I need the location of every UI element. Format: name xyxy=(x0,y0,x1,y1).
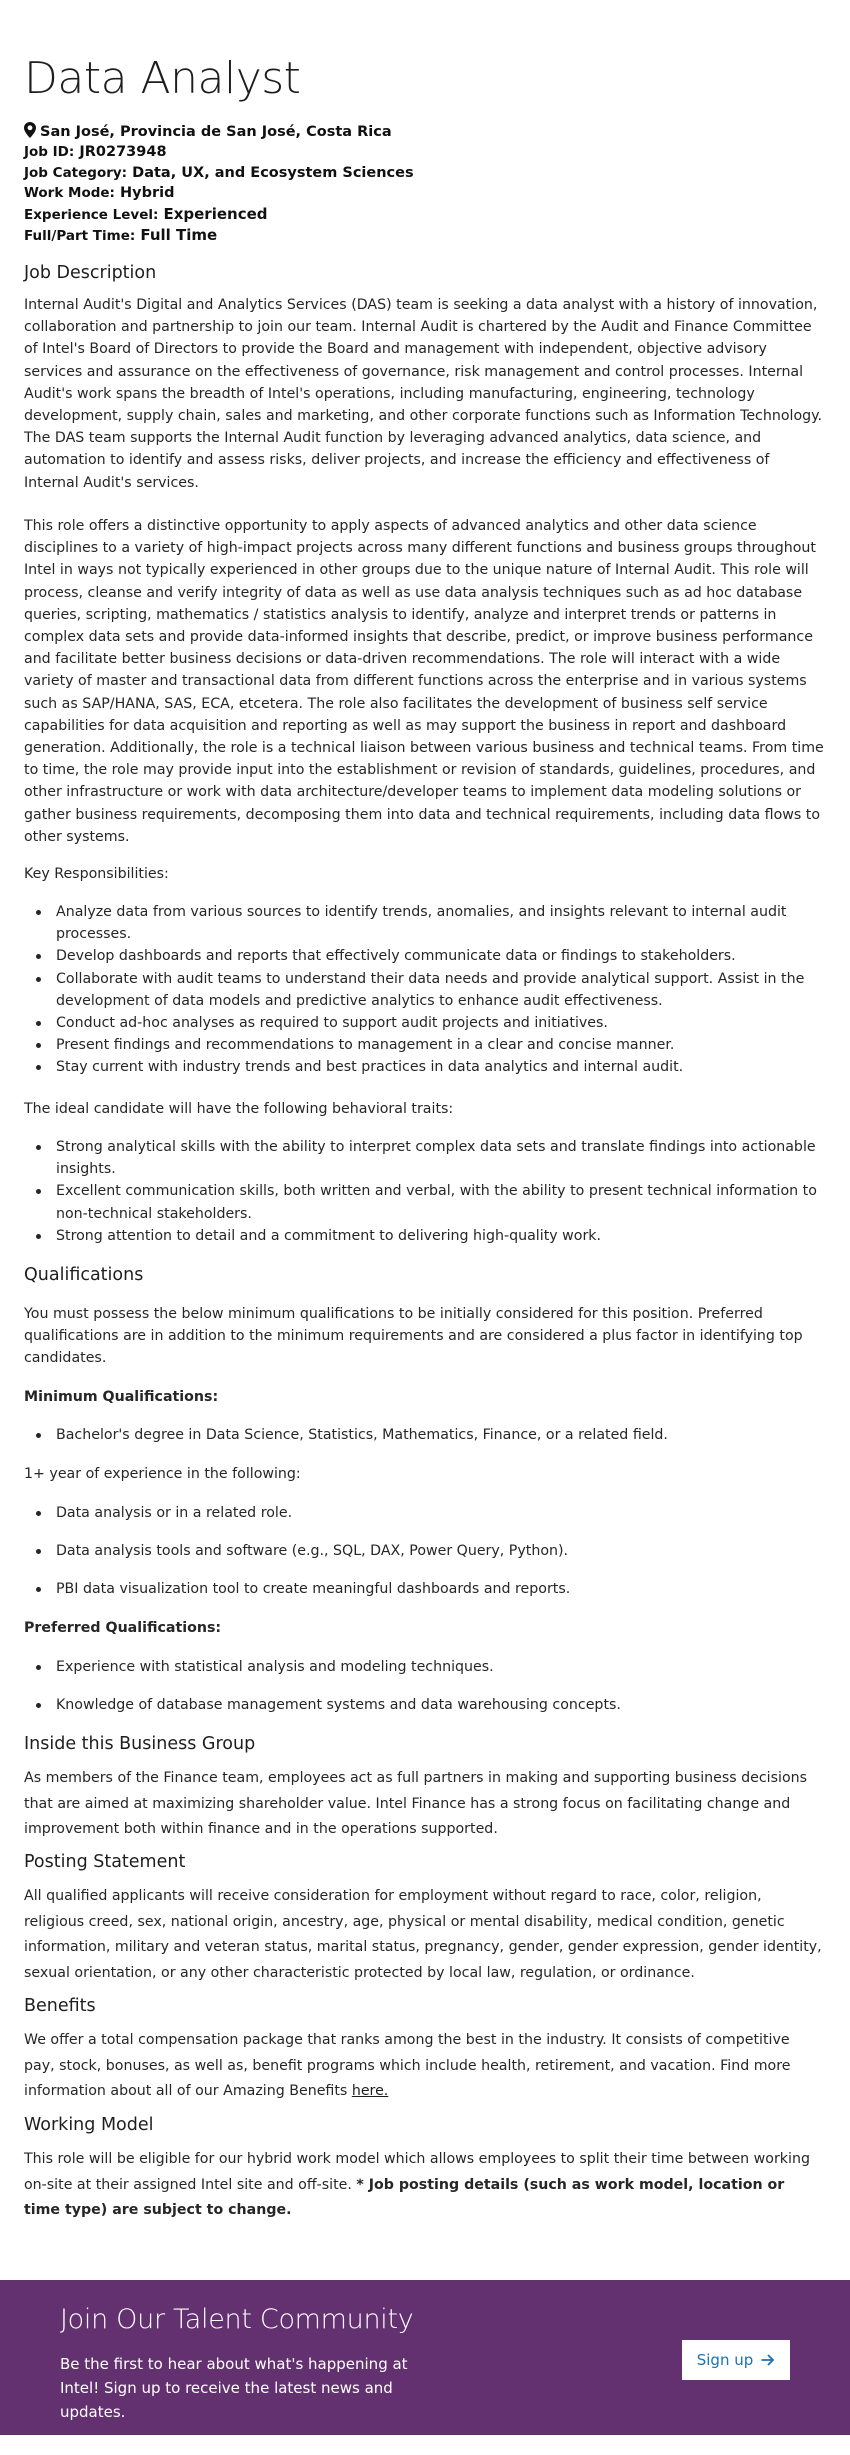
location-pin-icon xyxy=(24,122,36,138)
talent-community-banner xyxy=(0,2280,850,2435)
list-item: Data analysis or in a related role. xyxy=(24,1502,824,1524)
list-item: Data analysis tools and software (e.g., SQL, DAX, Power Query, Python). xyxy=(24,1540,824,1562)
job-meta xyxy=(24,122,824,246)
job-category xyxy=(24,163,824,183)
posting-statement-text: All qualified applicants will receive consideration for employment without regard to race, color, religion, religious creed, sex, national origin, ancestry, age, physical or mental disability, medical condition, genetic information, military and veteran status, marital status, pregnancy, gender, gender expression, gender identity, sexual orientation, or any other characteristic protected by local law, regulation, or ordinance. xyxy=(24,1888,822,1981)
job-location xyxy=(24,122,824,142)
list-item: Analyze data from various sources to identify trends, anomalies, and insights relevant to internal audit processes. xyxy=(24,901,824,945)
list-item: Strong attention to detail and a commitment to delivering high-quality work. xyxy=(24,1225,824,1247)
job-description-heading-block xyxy=(24,262,824,284)
description-paragraph-1: Internal Audit's Digital and Analytics Services (DAS) team is seeking a data analyst with a history of innovation, collaboration and partnership to join our team. Internal Audit is chartered by the Audit and Finance Committee of Intel's Board of Directors to provide the Board and management with independent, objective advisory services and assurance on the effectiveness of governance, risk management and control processes. Internal Audit's work spans the breadth of Intel's operations, including manufacturing, engineering, technology development, supply chain, sales and marketing, and other corporate functions such as Information Technology. The DAS team supports the Internal Audit function by leveraging advanced analytics, data science, and automation to identify and assess risks, deliver projects, and increase the efficiency and effectiveness of Internal Audit's services. xyxy=(24,297,823,491)
job-category-value: Data, UX, and Ecosystem Sciences xyxy=(132,164,414,181)
qualifications-intro: You must possess the below minimum qualifications to be initially considered for this position. Preferred qualifications are in addition to the minimum requirements and are considered a plus factor in identifying top candidates. xyxy=(24,1306,803,1367)
list-item: Stay current with industry trends and best practices in data analytics and internal audit. xyxy=(24,1056,824,1078)
description-paragraph-2: This role offers a distinctive opportunity to apply aspects of advanced analytics and other data science disciplines to a variety of high-impact projects across many different functions and business groups throughout Intel in ways not typically experienced in other groups due to the unique nature of Internal Audit. This role will process, cleanse and verify integrity of data as well as use data analysis techniques such as ad hoc database queries, scripting, mathematics / statistics analysis to identify, analyze and interpret trends or patterns in complex data sets and provide data-informed insights that describe, predict, or improve business performance and facilitate better business decisions or data-driven recommendations. The role will interact with a wide variety of master and transactional data from different functions across the enterprise and in various systems such as SAP/HANA, SAS, ECA, etcetera. The role also facilitates the development of business self service capabilities for data acquisition and reporting as well as may support the business in report and dashboard generation. Additionally, the role is a technical liaison between various business and technical teams. From time to time, the role may provide input into the establishment or revision of standards, guidelines, procedures, and other infrastructure or work with data architecture/developer teams to implement data modeling solutions or gather business requirements, decomposing them into data and technical requirements, including data flows to other systems. xyxy=(24,518,824,845)
page-title: Data Analyst xyxy=(24,53,301,104)
experience-level-value: Experienced xyxy=(163,204,268,223)
job-id-value: JR0273948 xyxy=(79,144,167,161)
business-group-heading: Inside this Business Group xyxy=(24,1734,256,1754)
work-mode-label: Work Mode: xyxy=(24,185,115,202)
traits-heading: The ideal candidate will have the following behavioral traits: xyxy=(24,1101,454,1117)
responsibilities-list xyxy=(24,901,824,1079)
talent-community-description: Be the first to hear about what's happening at Intel! Sign up to receive the latest news and updates. xyxy=(60,2355,408,2421)
minimum-qualifications-heading: Minimum Qualifications: xyxy=(24,1389,219,1405)
experience-heading: 1+ year of experience in the following: xyxy=(24,1466,301,1482)
benefits-body: We offer a total compensation package that ranks among the best in the industry. It consists of competitive pay, stock, bonuses, as well as, benefit programs which include health, retirement, and vacation. Find more information about all of our Amazing Benefits xyxy=(24,2032,791,2099)
full-part-time-label: Full/Part Time: xyxy=(24,228,136,245)
experience-level xyxy=(24,204,824,225)
working-model-text xyxy=(24,2147,824,2224)
list-item: Knowledge of database management systems and data warehousing concepts. xyxy=(24,1694,824,1716)
list-item: Develop dashboards and reports that effectively communicate data or findings to stakeholders. xyxy=(24,945,824,967)
business-group-text: As members of the Finance team, employees act as full partners in making and supporting business decisions that are aimed at maximizing shareholder value. Intel Finance has a strong focus on facilitating change and improvement both within finance and in the operations supported. xyxy=(24,1770,808,1837)
benefits-link[interactable]: here. xyxy=(351,2083,389,2099)
work-mode-value: Hybrid xyxy=(120,185,175,202)
key-responsibilities-heading: Key Responsibilities: xyxy=(24,866,169,882)
list-item: Experience with statistical analysis and modeling techniques. xyxy=(24,1656,824,1678)
working-model-body: This role will be eligible for our hybrid work model which allows employees to split their time between working on-site at their assigned Intel site and off-site. xyxy=(24,2151,810,2193)
posting-statement-heading: Posting Statement xyxy=(24,1852,186,1872)
list-item: Strong analytical skills with the ability to interpret complex data sets and translate findings into actionable insights. xyxy=(24,1136,824,1180)
benefits-heading: Benefits xyxy=(24,1996,96,2016)
working-model-heading: Working Model xyxy=(24,2115,154,2135)
list-item: Present findings and recommendations to management in a clear and concise manner. xyxy=(24,1034,824,1056)
list-item: Conduct ad-hoc analyses as required to support audit projects and initiatives. xyxy=(24,1012,824,1034)
traits-list xyxy=(24,1136,824,1247)
job-description-heading: Job Description xyxy=(24,263,157,283)
work-mode xyxy=(24,183,824,203)
full-part-time-value: Full Time xyxy=(140,226,218,245)
experience-list xyxy=(24,1502,824,1601)
list-item: Bachelor's degree in Data Science, Statistics, Mathematics, Finance, or a related field. xyxy=(24,1424,824,1446)
qualifications-heading: Qualifications xyxy=(24,1265,144,1285)
job-location-text: San José, Provincia de San José, Costa Rica xyxy=(40,124,392,140)
job-id-label: Job ID: xyxy=(24,144,75,161)
experience-level-label: Experience Level: xyxy=(24,206,159,223)
benefits-text xyxy=(24,2028,824,2105)
list-item: Excellent communication skills, both written and verbal, with the ability to present technical information to non-technical stakeholders. xyxy=(24,1180,824,1224)
preferred-qualifications-heading: Preferred Qualifications: xyxy=(24,1620,222,1636)
sign-up-label: Sign up xyxy=(696,2351,754,2369)
list-item: Collaborate with audit teams to understand their data needs and provide analytical support. Assist in the development of data models and predictive analytics to enhance audit effectiveness. xyxy=(24,968,824,1012)
job-category-label: Job Category: xyxy=(24,164,128,181)
working-model-disclaimer: * Job posting details (such as work model, location or time type) are subject to change. xyxy=(24,2176,785,2218)
preferred-qualifications-list xyxy=(24,1656,824,1716)
full-part-time xyxy=(24,225,824,246)
minimum-qualifications-list xyxy=(24,1424,824,1446)
arrow-right-icon xyxy=(761,2353,775,2367)
list-item: PBI data visualization tool to create meaningful dashboards and reports. xyxy=(24,1578,824,1600)
talent-community-title: Join Our Talent Community xyxy=(60,2304,414,2335)
sign-up-button[interactable] xyxy=(682,2340,790,2380)
job-id xyxy=(24,142,824,162)
